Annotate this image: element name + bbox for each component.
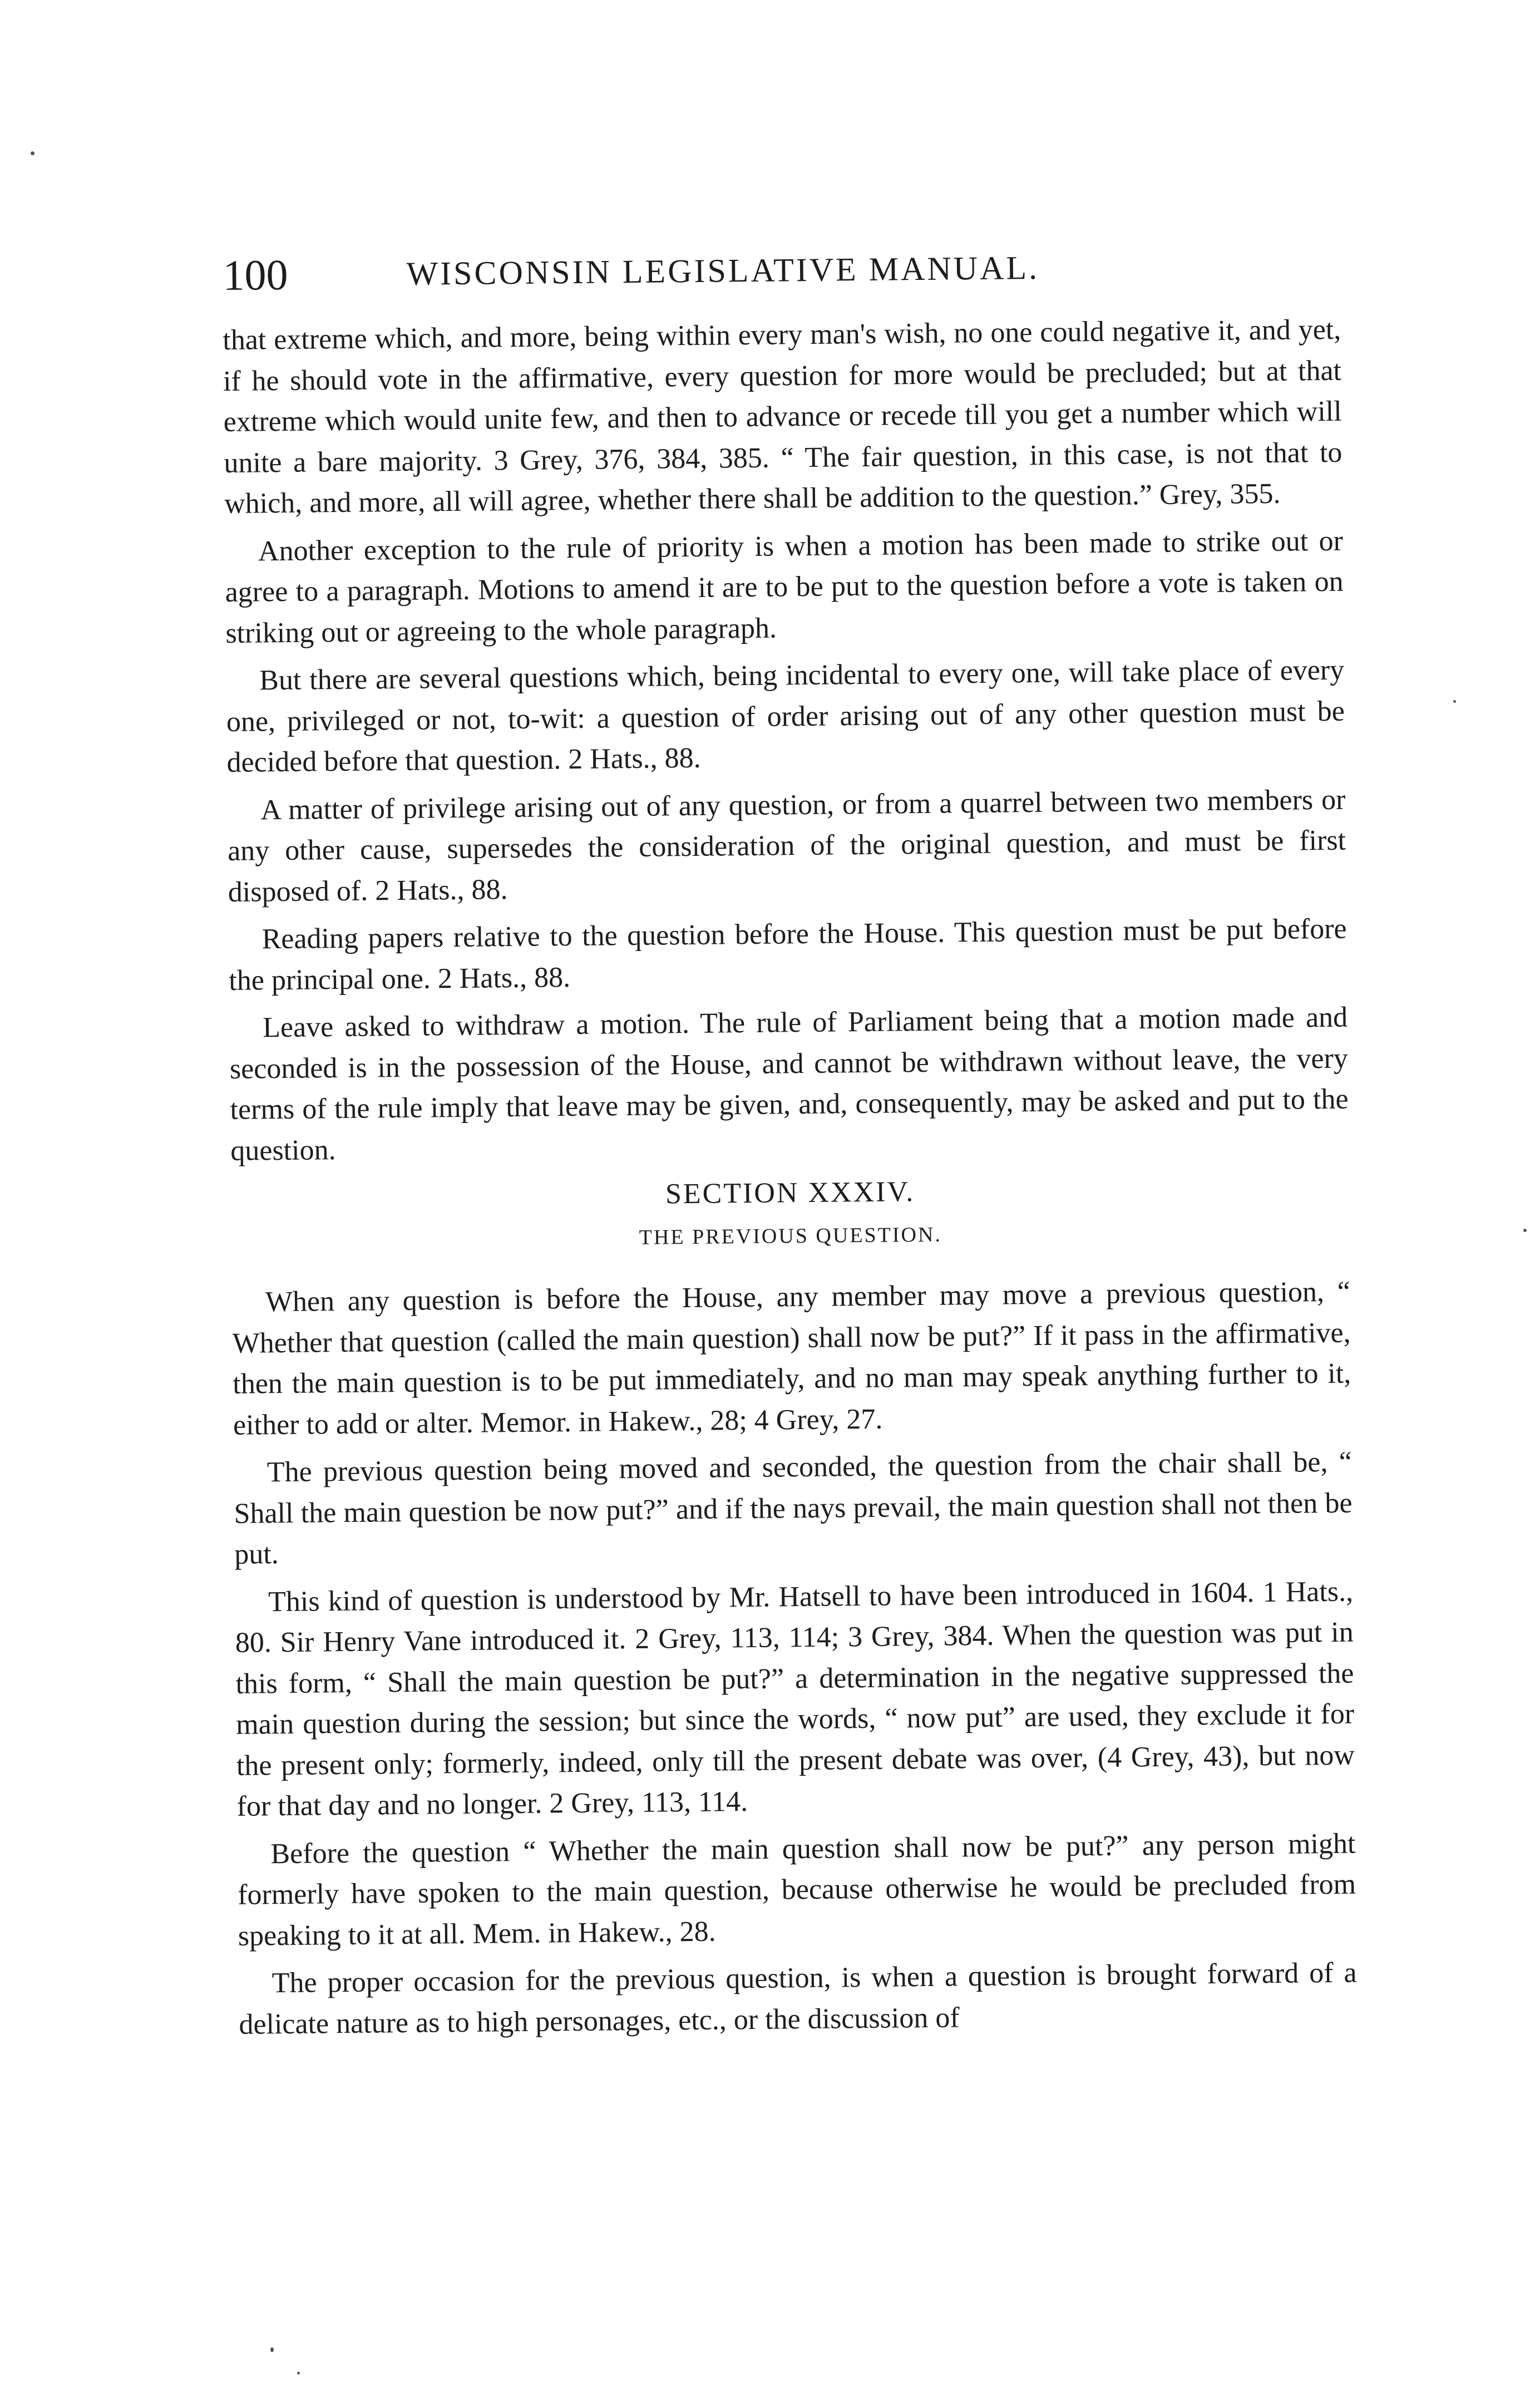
- paragraph: Leave asked to withdraw a motion. The rule of Parliament being that a motion made and seconded is in the possession of the House, and cannot be withdrawn without leave, the very terms of the rule imply that leave may be given, and, consequently, may be asked and put to the question.: [229, 1001, 1349, 1167]
- paragraph: But there are several questions which, being incidental to every one, will take place of every one, privileged or not, to-wit: a question of order arising out of any other question must be decided before that question. 2 Hats., 88.: [226, 654, 1345, 779]
- scan-speck: [1453, 700, 1456, 703]
- section-paragraph: The previous question being moved and seconded, the question from the chair shall be, “ Shall the main question be now put?” and if the nays prevail, the main question shall not then be put.: [234, 1446, 1353, 1570]
- scan-speck: [1523, 1229, 1527, 1232]
- section-heading: SECTION XXXIV.: [665, 1176, 915, 1210]
- paragraph: Reading papers relative to the question before the House. This question must be put before the principal one. 2 Hats., 88.: [229, 913, 1347, 997]
- section-paragraph: Before the question “ Whether the main question shall now be put?” any person might formerly have spoken to the main question, because otherwise he would be precluded from speaking to it at all. Mem. in Hakew., 28.: [237, 1827, 1356, 1952]
- running-head-title: WISCONSIN LEGISLATIVE MANUAL.: [406, 249, 1040, 292]
- page-header: [223, 234, 1347, 306]
- paragraph-continued: that extreme which, and more, being within every man's wish, no one could negative it, and yet, if he should vote in the affirmative, every question for more would be precluded; but at that extreme which would unite few, and then to advance or recede till you get a number which will unite a bare majority. 3 Grey, 376, 384, 385. “ The fair question, in this case, is not that to which, and more, all will agree, whether there shall be addition to the question.” Grey, 355.: [223, 313, 1342, 520]
- paragraph: Another exception to the rule of priority is when a motion has been made to strike out or agree to a paragraph. Motions to amend it are to be put to the question before a vote is taken on striking out or agreeing to the whole paragraph.: [225, 525, 1344, 649]
- page-number: 100: [223, 250, 288, 299]
- scan-speck: [31, 151, 34, 155]
- section-paragraph: When any question is before the House, any member may move a previous question, “ Whether that question (called the main question) shall now be put?” If it pass in the affirmative, then the main question is to be put immediately, and no man may speak anything further to it, either to add or alter. Memor. in Hakew., 28; 4 Grey, 27.: [232, 1275, 1351, 1441]
- scan-speck: [270, 2347, 274, 2352]
- scan-speck: [297, 2372, 300, 2375]
- section-paragraph: This kind of question is understood by Mr. Hatsell to have been introduced in 1604. 1 Hats., 80. Sir Henry Vane introduced it. 2 Grey, 113, 114; 3 Grey, 384. When the question was put in this form, “ Shall the main question be put?” a determination in the negative suppressed the main question during the session; but since the words, “ now put” are used, they exclude it for the present only; formerly, indeed, only till the present debate was over, (4 Grey, 43), but now for that day and no longer. 2 Grey, 113, 114.: [235, 1575, 1355, 1822]
- body-text: [223, 309, 1358, 2052]
- section-subheading: THE PREVIOUS QUESTION.: [639, 1223, 942, 1249]
- section-paragraph-continues: The proper occasion for the previous question, is when a question is brought forward of a delicate nature as to high personages, etc., or the discussion of: [239, 1957, 1357, 2041]
- paragraph: A matter of privilege arising out of any question, or from a quarrel between two members or any other cause, supersedes the consideration of the original question, and must be first disposed of. 2 Hats., 88.: [227, 784, 1346, 908]
